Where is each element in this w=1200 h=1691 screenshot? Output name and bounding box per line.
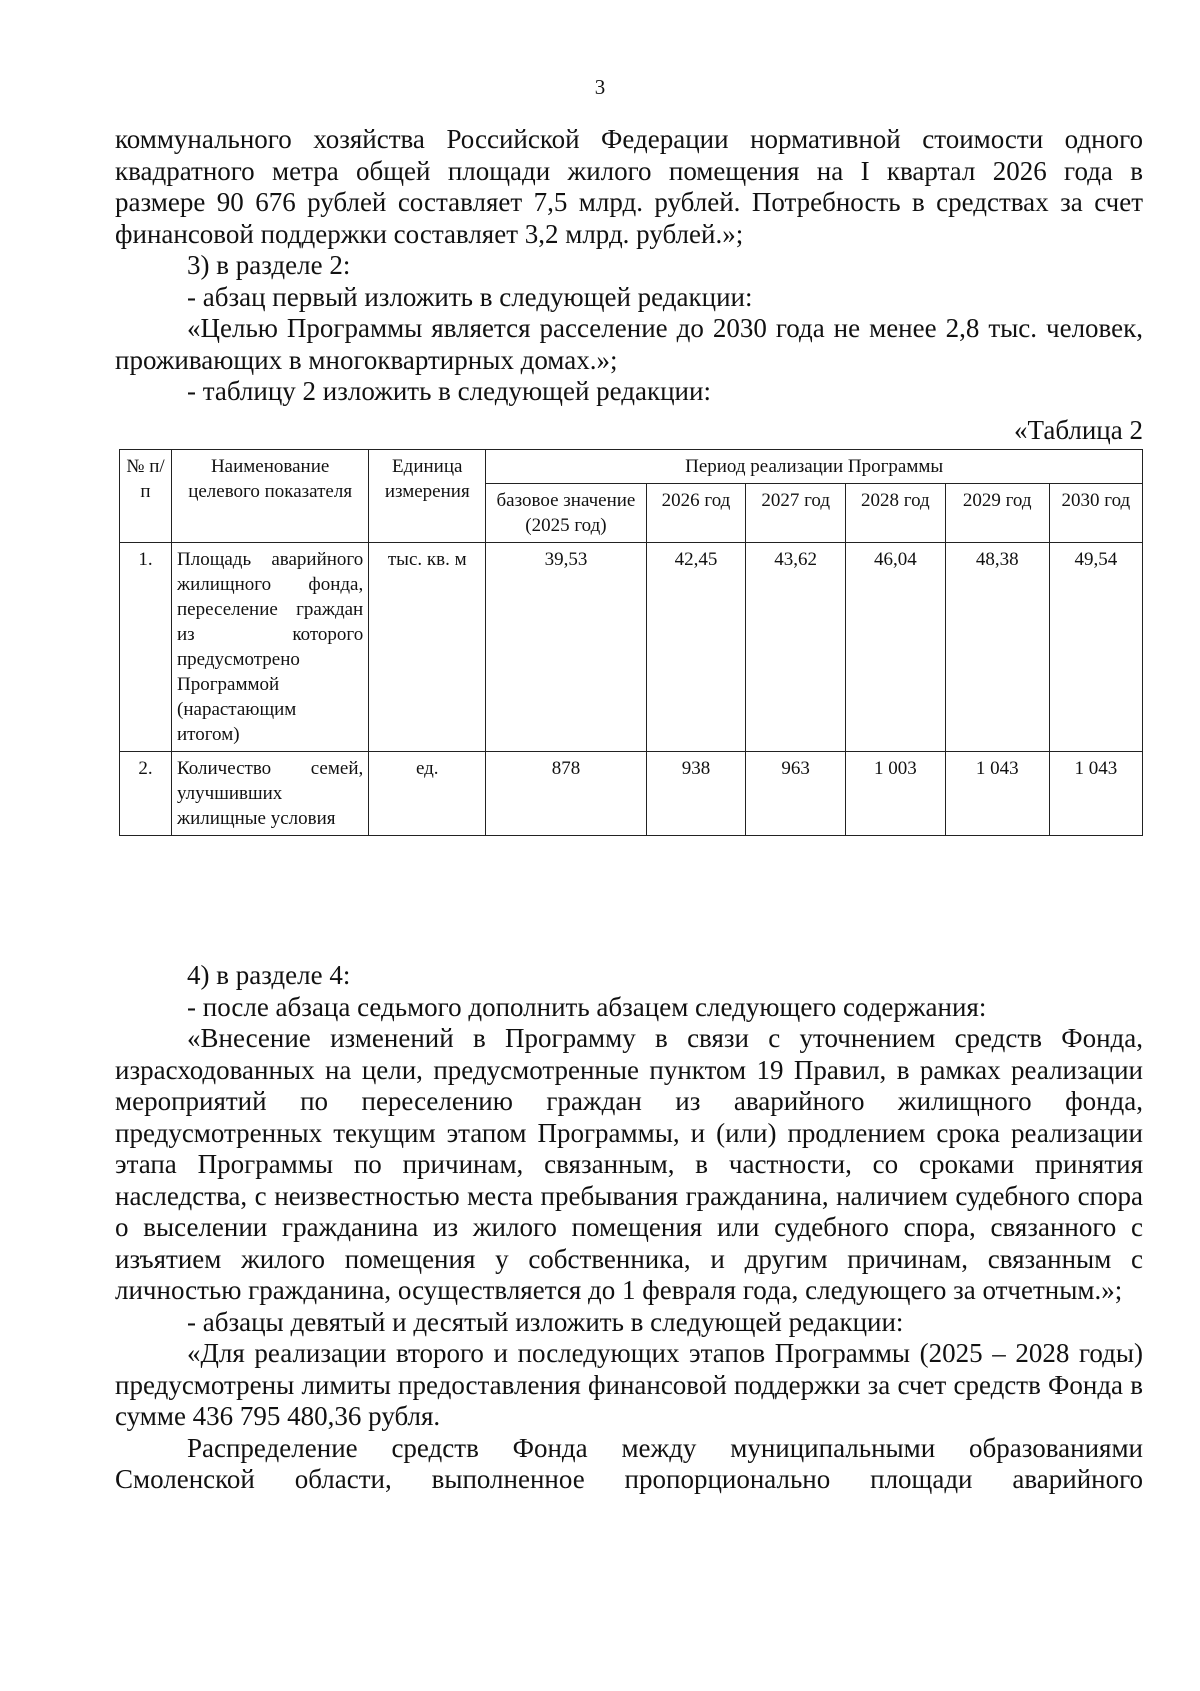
table-caption: «Таблица 2 [1014,415,1143,445]
item-3-heading: 3) в разделе 2: [187,250,351,280]
targets-table [119,449,1143,836]
row-value-base: 878 [486,752,646,836]
row-num: 1. [120,543,172,752]
item-3-sub-1: - абзац первый изложить в следующей редакции: [187,281,753,312]
intro-line-4: финансовой поддержки составляет 3,2 млрд. рублей.»; [115,218,744,249]
header-period: Период реализации Программы [486,450,1143,484]
table-row [120,752,1143,836]
row-value-2028: 46,04 [846,543,946,752]
header-year-2030: 2030 год [1049,484,1142,543]
goal-line-1: «Целью Программы является расселение до 2030 года не менее 2,8 тыс. человек, [187,313,1143,343]
goal-line-2: проживающих в многоквартирных домах.»; [115,344,618,375]
row-value-2026: 42,45 [646,543,746,752]
intro-block [115,124,1143,408]
intro-line-1: коммунального хозяйства Российской Федерации нормативной стоимости одного [115,124,1143,154]
header-year-2026: 2026 год [646,484,746,543]
row-value-base: 39,53 [486,543,646,752]
quote-2: «Для реализации второго и последующих этапов Программы (2025 – 2028 годы) предусмотрены лимиты предоставления финансовой поддержки за счет средств Фонда в сумме 436 795 480,36 рубля. [115,1338,1143,1431]
table-header-row-1 [120,450,1143,484]
row-value-2026: 938 [646,752,746,836]
item-4-sub-1: - после абзаца седьмого дополнить абзацем следующего содержания: [187,991,987,1022]
row-value-2030: 49,54 [1049,543,1142,752]
row-unit: ед. [369,752,486,836]
row-value-2027: 43,62 [746,543,846,752]
row-name: Площадь аварийного жилищного фонда, переселение граждан из которого предусмотрено Программой (нарастающим итогом) [172,543,369,752]
header-year-2027: 2027 год [746,484,846,543]
header-year-2029: 2029 год [945,484,1049,543]
final-paragraph: Распределение средств Фонда между муниципальными образованиями Смоленской области, выполненное пропорционально площади аварийного [115,1432,1143,1494]
row-value-2029: 48,38 [945,543,1049,752]
item-4-heading: 4) в разделе 4: [187,960,351,990]
header-unit: Единица измерения [369,450,486,543]
item-3-sub-2: - таблицу 2 изложить в следующей редакции: [187,376,711,406]
row-value-2027: 963 [746,752,846,836]
intro-line-3: размере 90 676 рублей составляет 7,5 млрд. рублей. Потребность в средствах за счет [115,187,1143,217]
row-value-2030: 1 043 [1049,752,1142,836]
page-number: 3 [594,75,606,99]
row-value-2028: 1 003 [846,752,946,836]
header-year-2028: 2028 год [846,484,946,543]
header-base: базовое значение (2025 год) [486,484,646,543]
header-name: Наименование целевого показателя [172,450,369,543]
row-name: Количество семей, улучшивших жилищные условия [172,752,369,836]
section-4-block [115,960,1143,1496]
item-4-sub-2: - абзацы девятый и десятый изложить в следующей редакции: [187,1306,904,1337]
intro-line-2: квадратного метра общей площади жилого помещения на I квартал 2026 года в [115,155,1143,186]
row-num: 2. [120,752,172,836]
row-unit: тыс. кв. м [369,543,486,752]
row-value-2029: 1 043 [945,752,1049,836]
header-num: № п/п [120,450,172,543]
table-row [120,543,1143,752]
quote-1: «Внесение изменений в Программу в связи с уточнением средств Фонда, израсходованных на цели, предусмотренные пунктом 19 Правил, в рамках реализации мероприятий по переселению граждан из аварийного жилищного фонда, предусмотренных текущим этапом Программы, и (или) продлением срока реализации этапа Программы по причинам, связанным, в частности, со сроками принятия наследства, с неизвестностью места пребывания гражданина, наличием судебного спора о выселении гражданина из жилого помещения или судебного спора, связанного с изъятием жилого помещения у собственника, и другим причинам, связанным с личностью гражданина, осуществляется до 1 февраля года, следующего за отчетным.»; [115,1023,1143,1305]
